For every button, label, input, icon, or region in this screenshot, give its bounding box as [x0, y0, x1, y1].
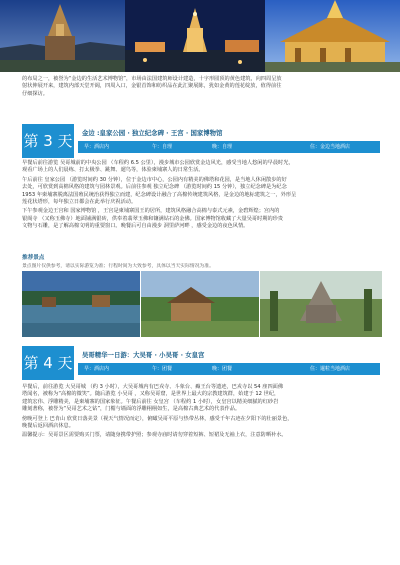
- day3-line: 莲花状塔形，每年独立日都会在此举行庆祝活动。: [22, 199, 137, 206]
- day3-dinner: 晚：自理: [212, 144, 233, 150]
- day3-label: 第 3 天: [22, 124, 74, 158]
- day4-breakfast: 早：酒店内: [84, 366, 110, 372]
- day4-line: 建筑宏伟、浮雕精美，是柬埔寨的国家象征。午餐后前往 女皇宫 （车程约 1 小时），女皇宫以精美细腻的红砂岩: [22, 398, 279, 405]
- day3-header: [22, 124, 380, 158]
- intro-paragraph: [22, 76, 382, 98]
- intro-line: 的布局之一，被誉为“金边的生活艺术博物馆”，市场由法国建筑师设计建造，十字形圆顶的黄色建筑，向四周呈放: [22, 76, 282, 82]
- day4-info-bar: [78, 363, 380, 375]
- day4-line: 早餐后，前往游览 大吴哥城 （约 3 小时），大吴哥城内有巴戎寺、斗象台、癫王台等遗迹，巴戎寺以 54 座四面佛: [22, 384, 284, 390]
- day3-line: 下午参观金边王宫和 国家博物馆 ，王宫是柬埔寨国王的居所，建筑风格融合高棉与泰式元素，金碧辉煌；宫内的: [22, 208, 280, 215]
- day3-title: 金边 :皇家公园 · 独立纪念碑 · 王宫 · 国家博物馆: [82, 129, 223, 137]
- day3-line: 去处，可欣赏到高棉风格的建筑与园林景观。后前往参观 独立纪念碑 （游览时间约 15 分钟），独立纪念碑是为纪念: [22, 184, 287, 191]
- day4-header: [22, 346, 380, 380]
- day4-line: 傍晚可登上 巴肯山 欣赏日落美景（视天气情况而定），俯瞰吴哥平原与热带丛林，感受千年古迹在夕阳下的壮丽景色，: [22, 415, 293, 422]
- day3-line: 午后前往 皇家公园 （游览时间约 30 分钟），位于金边市中心，公园内有精美的佛塔和花园，是当地人休闲散步的好: [22, 176, 287, 183]
- village-photo: [141, 271, 259, 337]
- stupa-photo: [0, 0, 125, 72]
- day4-line: 塔闻名，被称为“高棉的微笑”。随后游览 小吴哥 ，又称吴哥窟，是世界上最大的宗教建筑群，始建于 12 世纪，: [22, 391, 280, 398]
- intro-line: 射状伸展开来，建筑内部天堂开阔，四周入口，金银首饰和纺织品在此汇聚展陈，犹如金黄的莲花绽放，值得前往: [22, 83, 282, 90]
- day3-info-bar: [78, 141, 380, 153]
- day3-breakfast: 早：酒店内: [84, 144, 110, 150]
- day3-line: 银阁寺 （又称玉佛寺）地面铺满银砖，供奉着翡翠玉佛和镶满钻石的金佛。国家博物馆收藏了大量吴哥时期的珍贵: [22, 215, 284, 222]
- top-photo-strip: [0, 0, 400, 72]
- day3-body: [22, 160, 382, 231]
- gallery-label: 推荐景点: [22, 255, 45, 261]
- day3-line: 观看广场上的人们晨练、打太极拳、跳舞、遛鸟等，体验柬埔寨人的日常生活。: [22, 167, 204, 174]
- day4-body: [22, 384, 382, 440]
- day4-line: 温馨提示：吴哥景区需要购买门票，请随身携带护照；参观寺庙时请勿穿着短裤、短裙及无袖上衣，注意防晒补水。: [22, 432, 287, 439]
- day4-hotel: 住：暹粒当地酒店: [310, 366, 351, 372]
- day3-line: 文物与石雕，是了解高棉文明的重要窗口。晚餐后可自由漫步 洞里萨河畔 ，感受金边的夜色风情。: [22, 223, 249, 230]
- day3-lunch: 午：自理: [152, 144, 173, 150]
- temple-ruins-photo: [260, 271, 382, 337]
- gallery-note: 景点图片仅供参考，请以实际游览为准；行程时间为大致参考，具体以当天实际情况为准。: [22, 264, 214, 269]
- royal-palace-photo: [265, 0, 400, 72]
- day4-lunch: 午：团餐: [152, 366, 173, 372]
- day4-dinner: 晚：团餐: [212, 366, 233, 372]
- day4-label: 第 4 天: [22, 346, 74, 380]
- day4-line: 晚餐后返回酒店休息。: [22, 423, 74, 430]
- day3-line: 1953 年柬埔寨脱离法国殖民统治获得独立而建，纪念碑设计融合了高棉传统建筑风格，是金边的地标建筑之一，外形呈: [22, 191, 297, 198]
- day3-line: 早餐后前往游览 吴哥城前的中央公园 （车程约 6.5 公里），漫步城市公园欣赏金边风光，感受当地人悠闲的早晨时光，: [22, 160, 294, 166]
- day3-hotel: 住：金边当地酒店: [310, 144, 351, 150]
- day4-title: 吴哥精华一日游：大吴哥 · 小吴哥 · 女皇宫: [82, 351, 205, 359]
- monument-night-photo: [125, 0, 265, 72]
- river-photo: [22, 271, 140, 337]
- day4-line: 雕刻著称，被誉为“吴哥艺术之钻”，门楣与墙面的浮雕栩栩如生，是高棉古典艺术的代表作品。: [22, 406, 241, 413]
- intro-line: 仔细探访。: [22, 90, 48, 97]
